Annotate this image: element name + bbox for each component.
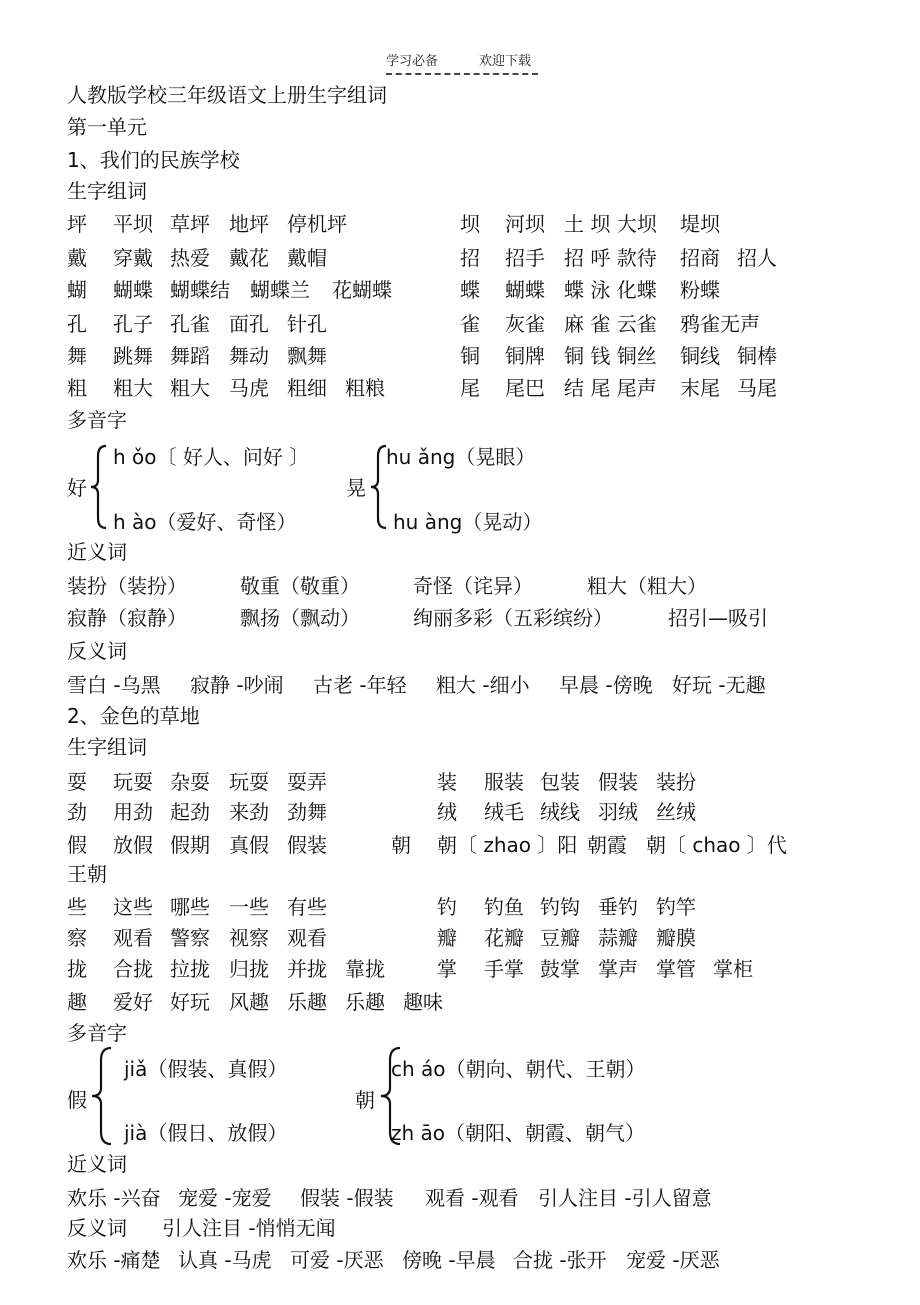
word-cell: 丝绒 xyxy=(656,800,696,824)
antonym-pair: 引人注目 -悄悄无闻 xyxy=(162,1216,336,1240)
poly-char: 晃 xyxy=(346,476,366,500)
word-cell: 草坪 xyxy=(170,212,210,236)
word-cell: 掌声 xyxy=(598,957,638,981)
word-cell: 招人 xyxy=(737,246,777,270)
header-right: 欢迎下载 xyxy=(479,54,532,69)
word-cell: 观看 xyxy=(113,926,153,950)
word-cell: 豆瓣 xyxy=(540,926,580,950)
word-cell: 招 呼 款待 xyxy=(564,246,657,270)
word-cell: 钓竿 xyxy=(656,895,696,919)
word-cell: 鼓掌 xyxy=(540,957,580,981)
synonym-pair: 绚丽多彩（五彩缤纷） xyxy=(413,606,613,630)
word-cell: 并拢 xyxy=(287,957,327,981)
word-cell: 孔子 xyxy=(113,312,153,336)
word-cell: 绒毛 xyxy=(484,800,524,824)
antonym-pair: 早晨 -傍晚 xyxy=(559,673,653,697)
lesson2-duoyin-heading: 多音字 xyxy=(67,1021,127,1045)
word-cell: 跳舞 xyxy=(113,344,153,368)
word-cell: 麻 雀 云雀 xyxy=(564,312,657,336)
word-cell: 劲舞 xyxy=(287,800,327,824)
word-cell: 粉蝶 xyxy=(680,278,720,302)
word-cell: 掌柜 xyxy=(713,957,753,981)
word-cell: 孔 xyxy=(67,312,87,336)
word-cell: 铜 钱 铜丝 xyxy=(564,344,657,368)
word-cell: 蝴 xyxy=(67,278,87,302)
word-cell: 钓钩 xyxy=(540,895,580,919)
word-cell: 戴帽 xyxy=(287,246,327,270)
word-cell: 粗 xyxy=(67,376,87,400)
pinyin-reading: jiǎ（假装、真假） xyxy=(124,1057,288,1081)
word-cell: 铜 xyxy=(460,344,480,368)
word-cell: 些 xyxy=(67,895,87,919)
word-cell: 蝴蝶 xyxy=(113,278,153,302)
word-cell: 坝 xyxy=(460,212,480,236)
word-cell: 铜棒 xyxy=(737,344,777,368)
word-cell: 劲 xyxy=(67,800,87,824)
word-cell: 手掌 xyxy=(484,957,524,981)
synonym-pair: 招引—吸引 xyxy=(668,606,768,630)
synonym-pair: 飘扬（飘动） xyxy=(240,606,360,630)
word-cell: 朝〔 chao 〕代 xyxy=(646,833,787,857)
synonym-pair: 敬重（敬重） xyxy=(240,574,360,598)
word-cell: 瓣 xyxy=(437,926,457,950)
word-cell: 戴 xyxy=(67,246,87,270)
word-cell: 停机坪 xyxy=(287,212,347,236)
word-cell: 归拢 xyxy=(229,957,269,981)
antonym-pair: 傍晚 -早晨 xyxy=(402,1248,496,1272)
word-cell: 蒜瓣 xyxy=(598,926,638,950)
word-cell: 河坝 xyxy=(505,212,545,236)
antonym-pair: 雪白 -乌黑 xyxy=(67,673,161,697)
left-brace-icon xyxy=(89,1044,115,1148)
word-cell: 尾 xyxy=(460,376,480,400)
lesson1-title: 1、我们的民族学校 xyxy=(67,148,240,172)
word-cell: 趣味 xyxy=(403,990,443,1014)
word-cell: 蝴蝶 xyxy=(505,278,545,302)
poly-char: 好 xyxy=(67,476,87,500)
antonym-pair: 欢乐 -痛楚 xyxy=(67,1248,161,1272)
antonym-pair: 宠爱 -厌恶 xyxy=(626,1248,720,1272)
word-cell: 包装 xyxy=(540,770,580,794)
word-cell: 察 xyxy=(67,926,87,950)
word-cell: 面孔 xyxy=(229,312,269,336)
word-cell: 蝴蝶兰 xyxy=(250,278,310,302)
word-cell: 结 尾 尾声 xyxy=(564,376,657,400)
word-cell: 有些 xyxy=(287,895,327,919)
lesson1-duoyin-heading: 多音字 xyxy=(67,408,127,432)
word-cell: 假装 xyxy=(598,770,638,794)
word-cell: 服装 xyxy=(484,770,524,794)
word-cell: 招商 xyxy=(680,246,720,270)
word-cell: 铜牌 xyxy=(505,344,545,368)
word-cell: 假期 xyxy=(170,833,210,857)
word-cell: 假装 xyxy=(287,833,327,857)
word-cell: 粗大 xyxy=(113,376,153,400)
doc-title: 人教版学校三年级语文上册生字组词 xyxy=(67,83,387,107)
word-cell: 拉拢 xyxy=(170,957,210,981)
word-cell: 绒 xyxy=(437,800,457,824)
wrapped-text: 王朝 xyxy=(67,862,107,886)
word-cell: 舞 xyxy=(67,344,87,368)
synonym-pair: 装扮（装扮） xyxy=(67,574,187,598)
word-cell: 粗粮 xyxy=(345,376,385,400)
synonym-pair: 宠爱 -宠爱 xyxy=(178,1186,272,1210)
word-cell: 玩耍 xyxy=(113,770,153,794)
word-cell: 坪 xyxy=(67,212,87,236)
word-cell: 假 xyxy=(67,833,87,857)
synonym-pair: 欢乐 -兴奋 xyxy=(67,1186,161,1210)
word-cell: 爱好 xyxy=(113,990,153,1014)
word-cell: 土 坝 大坝 xyxy=(564,212,657,236)
word-cell: 靠拢 xyxy=(345,957,385,981)
lesson1-fanyi-heading: 反义词 xyxy=(67,639,127,663)
pinyin-reading: h ǒo〔 好人、问好 〕 xyxy=(113,445,310,469)
word-cell: 真假 xyxy=(229,833,269,857)
word-cell: 耍弄 xyxy=(287,770,327,794)
poly-char: 朝 xyxy=(355,1088,375,1112)
word-cell: 拢 xyxy=(67,957,87,981)
word-cell: 掌 xyxy=(437,957,457,981)
left-brace-icon xyxy=(88,442,110,532)
synonym-pair: 引人注目 -引人留意 xyxy=(538,1186,712,1210)
pinyin-reading: hu ǎng（晃眼） xyxy=(386,445,536,469)
word-cell: 招手 xyxy=(505,246,545,270)
antonym-pair: 认真 -马虎 xyxy=(178,1248,272,1272)
word-cell: 合拢 xyxy=(113,957,153,981)
word-cell: 瓣膜 xyxy=(656,926,696,950)
synonym-pair: 寂静（寂静） xyxy=(67,606,187,630)
word-cell: 绒线 xyxy=(540,800,580,824)
word-cell: 飘舞 xyxy=(287,344,327,368)
antonym-pair: 寂静 -吵闹 xyxy=(190,673,284,697)
antonym-pair: 好玩 -无趣 xyxy=(672,673,766,697)
word-cell: 耍 xyxy=(67,770,87,794)
word-cell: 这些 xyxy=(113,895,153,919)
word-cell: 粗细 xyxy=(287,376,327,400)
word-cell: 垂钓 xyxy=(598,895,638,919)
word-cell: 起劲 xyxy=(170,800,210,824)
synonym-pair: 观看 -观看 xyxy=(425,1186,519,1210)
lesson1-shengzi-heading: 生字组词 xyxy=(67,179,147,203)
word-cell: 穿戴 xyxy=(113,246,153,270)
word-cell: 铜线 xyxy=(680,344,720,368)
word-cell: 朝霞 xyxy=(587,833,627,857)
word-cell: 乐趣 xyxy=(345,990,385,1014)
word-cell: 末尾 xyxy=(680,376,720,400)
word-cell: 孔雀 xyxy=(170,312,210,336)
word-cell: 平坝 xyxy=(113,212,153,236)
synonym-pair: 奇怪（诧异） xyxy=(413,574,533,598)
word-cell: 蝶 泳 化蝶 xyxy=(564,278,657,302)
header-left: 学习必备 xyxy=(386,54,439,69)
antonym-pair: 粗大 -细小 xyxy=(436,673,530,697)
word-cell: 来劲 xyxy=(229,800,269,824)
word-cell: 一些 xyxy=(229,895,269,919)
word-cell: 尾巴 xyxy=(505,376,545,400)
pinyin-reading: h ào（爱好、奇怪） xyxy=(113,510,297,534)
poly-char: 假 xyxy=(67,1088,87,1112)
pinyin-reading: ch áo（朝向、朝代、王朝） xyxy=(391,1057,646,1081)
antonym-pair: 古老 -年轻 xyxy=(313,673,407,697)
word-cell: 戴花 xyxy=(229,246,269,270)
word-cell: 乐趣 xyxy=(287,990,327,1014)
lesson1-jinyi-heading: 近义词 xyxy=(67,540,127,564)
synonym-pair: 假装 -假装 xyxy=(300,1186,394,1210)
word-cell: 趣 xyxy=(67,990,87,1014)
word-cell: 好玩 xyxy=(170,990,210,1014)
word-cell: 观看 xyxy=(287,926,327,950)
word-cell: 掌管 xyxy=(656,957,696,981)
word-cell: 招 xyxy=(460,246,480,270)
lesson2-title: 2、金色的草地 xyxy=(67,704,200,728)
word-cell: 警察 xyxy=(170,926,210,950)
word-cell: 热爱 xyxy=(170,246,210,270)
word-cell: 马尾 xyxy=(737,376,777,400)
word-cell: 堤坝 xyxy=(680,212,720,236)
unit-title: 第一单元 xyxy=(67,115,147,139)
word-cell: 舞蹈 xyxy=(170,344,210,368)
pinyin-reading: hu àng（晃动） xyxy=(393,510,543,534)
word-cell: 蝶 xyxy=(460,278,480,302)
antonym-pair: 合拢 -张开 xyxy=(513,1248,607,1272)
pinyin-reading: zh āo（朝阳、朝霞、朝气） xyxy=(391,1121,646,1145)
word-cell: 哪些 xyxy=(170,895,210,919)
word-cell: 灰雀 xyxy=(505,312,545,336)
lesson2-shengzi-heading: 生字组词 xyxy=(67,735,147,759)
word-cell: 粗大 xyxy=(170,376,210,400)
word-cell: 玩耍 xyxy=(229,770,269,794)
word-cell: 用劲 xyxy=(113,800,153,824)
word-cell: 地坪 xyxy=(229,212,269,236)
word-cell: 杂耍 xyxy=(170,770,210,794)
lesson2-fanyi-heading: 反义词 xyxy=(67,1216,127,1240)
word-cell: 钓 xyxy=(437,895,457,919)
word-cell: 风趣 xyxy=(229,990,269,1014)
pinyin-reading: jià（假日、放假） xyxy=(124,1121,288,1145)
word-cell: 舞动 xyxy=(229,344,269,368)
synonym-pair: 粗大（粗大） xyxy=(587,574,707,598)
antonym-pair: 可爱 -厌恶 xyxy=(290,1248,384,1272)
word-cell: 鸦雀无声 xyxy=(680,312,760,336)
word-cell: 装扮 xyxy=(656,770,696,794)
word-cell: 雀 xyxy=(460,312,480,336)
word-cell: 花瓣 xyxy=(484,926,524,950)
word-cell: 羽绒 xyxy=(598,800,638,824)
word-cell: 朝〔 zhao 〕阳 xyxy=(437,833,578,857)
word-cell: 针孔 xyxy=(287,312,327,336)
word-cell: 花蝴蝶 xyxy=(332,278,392,302)
word-cell: 装 xyxy=(437,770,457,794)
word-cell: 视察 xyxy=(229,926,269,950)
lesson2-jinyi-heading: 近义词 xyxy=(67,1152,127,1176)
word-cell: 蝴蝶结 xyxy=(170,278,230,302)
word-cell: 放假 xyxy=(113,833,153,857)
word-cell: 钓鱼 xyxy=(484,895,524,919)
header-divider xyxy=(386,73,538,75)
word-cell: 马虎 xyxy=(229,376,269,400)
word-cell: 朝 xyxy=(391,833,411,857)
